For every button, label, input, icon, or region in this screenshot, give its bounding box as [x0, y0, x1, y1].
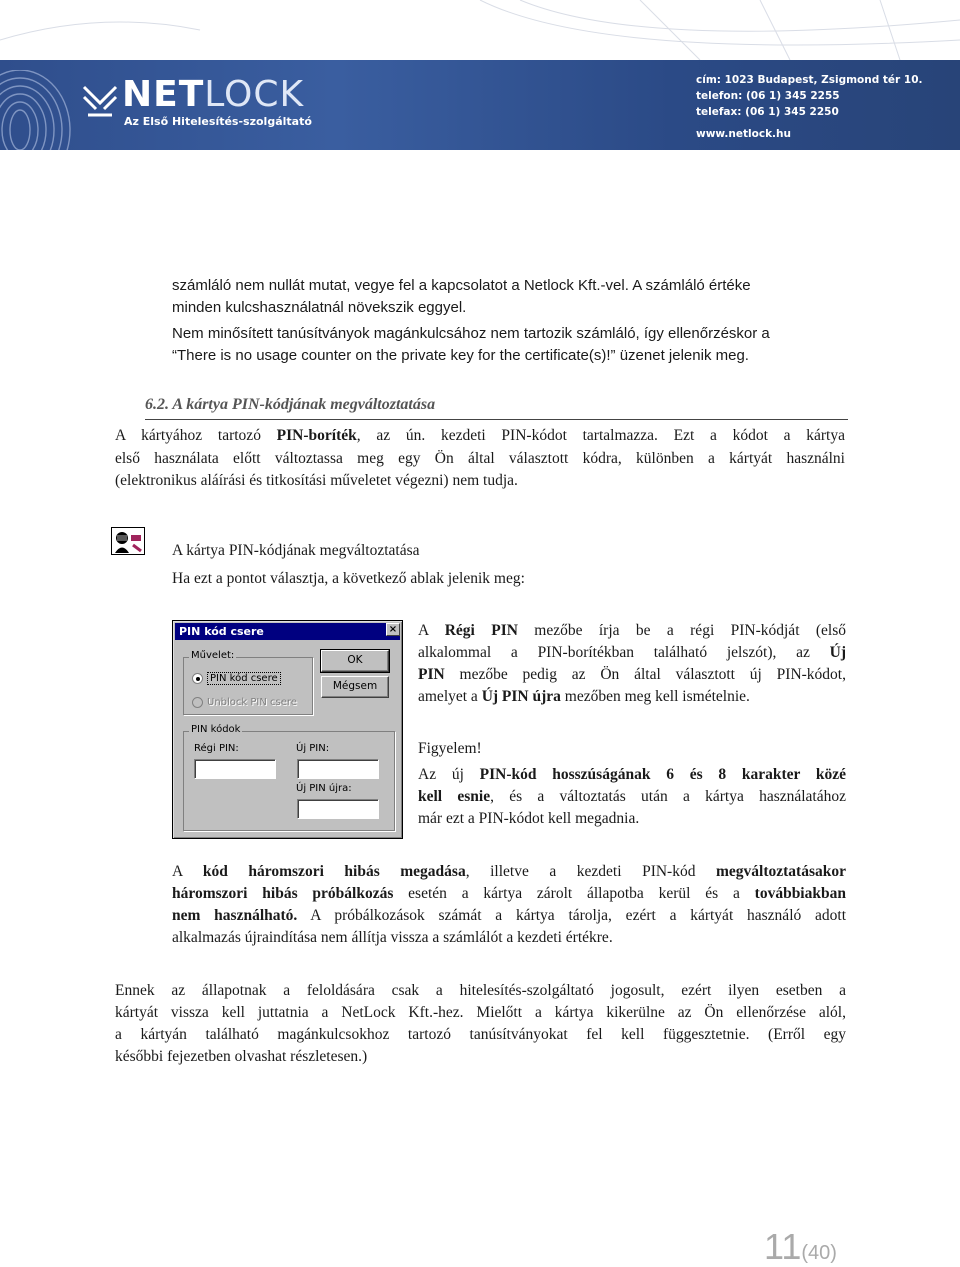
- old-pin-label: Régi PIN:: [194, 743, 239, 754]
- operation-group-label: Művelet:: [191, 650, 235, 661]
- contact-fax: telefax: (06 1) 345 2250: [696, 106, 839, 118]
- block4-line-1: Ennek az állapotnak a feloldására csak a hitelesítés-szolgáltató jogosult, ezért ilyen esetben a: [115, 982, 846, 999]
- new-pin-again-field[interactable]: [297, 799, 379, 819]
- block3-line-2: háromszori hibás próbálkozás esetén a kártya zárolt állapotba kerül és a továbbiakban: [172, 885, 846, 902]
- section-para-line-3: (elektronikus aláírási és titkosítási műveletet végezni) nem tudja.: [115, 472, 518, 489]
- radio-disabled-icon: [192, 697, 203, 708]
- contact-address: cím: 1023 Budapest, Zsigmond tér 10.: [696, 74, 923, 86]
- header-band: [0, 60, 960, 150]
- radio-selected-icon[interactable]: [192, 673, 203, 684]
- fingerprint-icon: [0, 70, 80, 150]
- close-icon[interactable]: ×: [386, 623, 400, 636]
- dialog-title: PIN kód csere: [175, 623, 400, 640]
- cancel-button[interactable]: Mégsem: [321, 676, 389, 698]
- block4-line-2: kártyát vissza kell juttatnia a NetLock Kft.-hez. Mielőtt a kártya kikerülne az Ön ellenőrzése alól,: [115, 1004, 846, 1021]
- operation-group: [183, 650, 313, 715]
- block3-line-1: A kód háromszori hibás megadása, illetve a kezdeti PIN-kód megváltoztatásakor: [172, 863, 846, 880]
- block3-line-3: nem használható. A próbálkozások számát a kártya tárolja, ezért a kártyát használó adott: [172, 907, 847, 924]
- user-key-icon: [111, 527, 145, 555]
- section-para-line-2: első használata előtt változtassa meg egy Ön által választott kódra, különben a kártyát használni: [115, 450, 845, 467]
- side-line-4: amelyet a Új PIN újra mezőben meg kell ismételnie.: [418, 688, 750, 705]
- pin-codes-group-label: PIN kódok: [191, 724, 241, 735]
- brand-tagline: Az Első Hitelesítés-szolgáltató: [124, 115, 312, 128]
- intro-line-2: minden kulcshasználatnál növekszik eggyel.: [172, 299, 467, 316]
- old-pin-field[interactable]: [194, 759, 276, 779]
- header-decoration: [0, 0, 960, 60]
- block4-line-3: a kártyán található magánkulcsokhoz tartozó tanúsítványokat fel kell függesztetnie. (Erről egy: [115, 1026, 846, 1043]
- new-pin-again-label: Új PIN újra:: [296, 783, 352, 794]
- intro-line-3: Nem minősített tanúsítványok magánkulcsához nem tartozik számláló, így ellenőrzéskor a: [172, 325, 770, 342]
- page-number: 11(40): [764, 1226, 837, 1267]
- website-link[interactable]: www.netlock.hu: [696, 128, 791, 140]
- pin-change-dialog: [172, 620, 403, 839]
- ok-button[interactable]: OK: [321, 650, 389, 672]
- block4-line-4: későbbi fejezetben olvashat részletesen.): [115, 1048, 368, 1065]
- block3-line-4: alkalmazás újraindítása nem állítja vissza a számlálót a kezdeti értékre.: [172, 929, 613, 946]
- radio-pin-change-label: PIN kód csere: [207, 672, 281, 685]
- warning-title: Figyelem!: [418, 740, 482, 757]
- intro-line-4: “There is no usage counter on the private key for the certificate(s)!” üzenet jelenik meg.: [172, 347, 749, 364]
- new-pin-label: Új PIN:: [296, 743, 330, 754]
- new-pin-field[interactable]: [297, 759, 379, 779]
- menu-step-title: A kártya PIN-kódjának megváltoztatása: [172, 542, 420, 559]
- warning-line-2: kell esnie, és a változtatás után a kártya használatához: [418, 788, 846, 805]
- radio-unblock-pin: [192, 695, 297, 709]
- side-line-2: alkalommal a PIN-borítékban található jelszót), az Új: [418, 644, 846, 661]
- side-line-3: PIN mezőbe pedig az Ön által választott új PIN-kódot,: [418, 666, 846, 683]
- radio-unblock-label: Unblock PIN csere: [207, 696, 297, 708]
- side-line-1: A Régi PIN mezőbe írja be a régi PIN-kódját (első: [418, 622, 847, 639]
- contact-phone: telefon: (06 1) 345 2255: [696, 90, 840, 102]
- contact-info: [696, 72, 922, 142]
- intro-line-1: számláló nem nullát mutat, vegye fel a kapcsolatot a Netlock Kft.-vel. A számláló értéke: [172, 277, 751, 294]
- menu-step-desc: Ha ezt a pontot választja, a következő ablak jelenik meg:: [172, 570, 525, 587]
- warning-line-3: már ezt a PIN-kódot kell megadnia.: [418, 810, 640, 827]
- brand-name: NETLOCK: [122, 74, 305, 115]
- pin-codes-group: [183, 724, 395, 831]
- radio-pin-change[interactable]: [192, 671, 281, 685]
- warning-line-1: Az új PIN-kód hosszúságának 6 és 8 karakter közé: [418, 766, 846, 783]
- section-para-line-1: A kártyához tartozó PIN-boríték, az ún. kezdeti PIN-kódot tartalmazza. Ezt a kódot a kártya: [115, 427, 845, 444]
- section-heading: 6.2. A kártya PIN-kódjának megváltoztatása: [145, 396, 848, 420]
- netlock-logo-icon: [82, 83, 118, 119]
